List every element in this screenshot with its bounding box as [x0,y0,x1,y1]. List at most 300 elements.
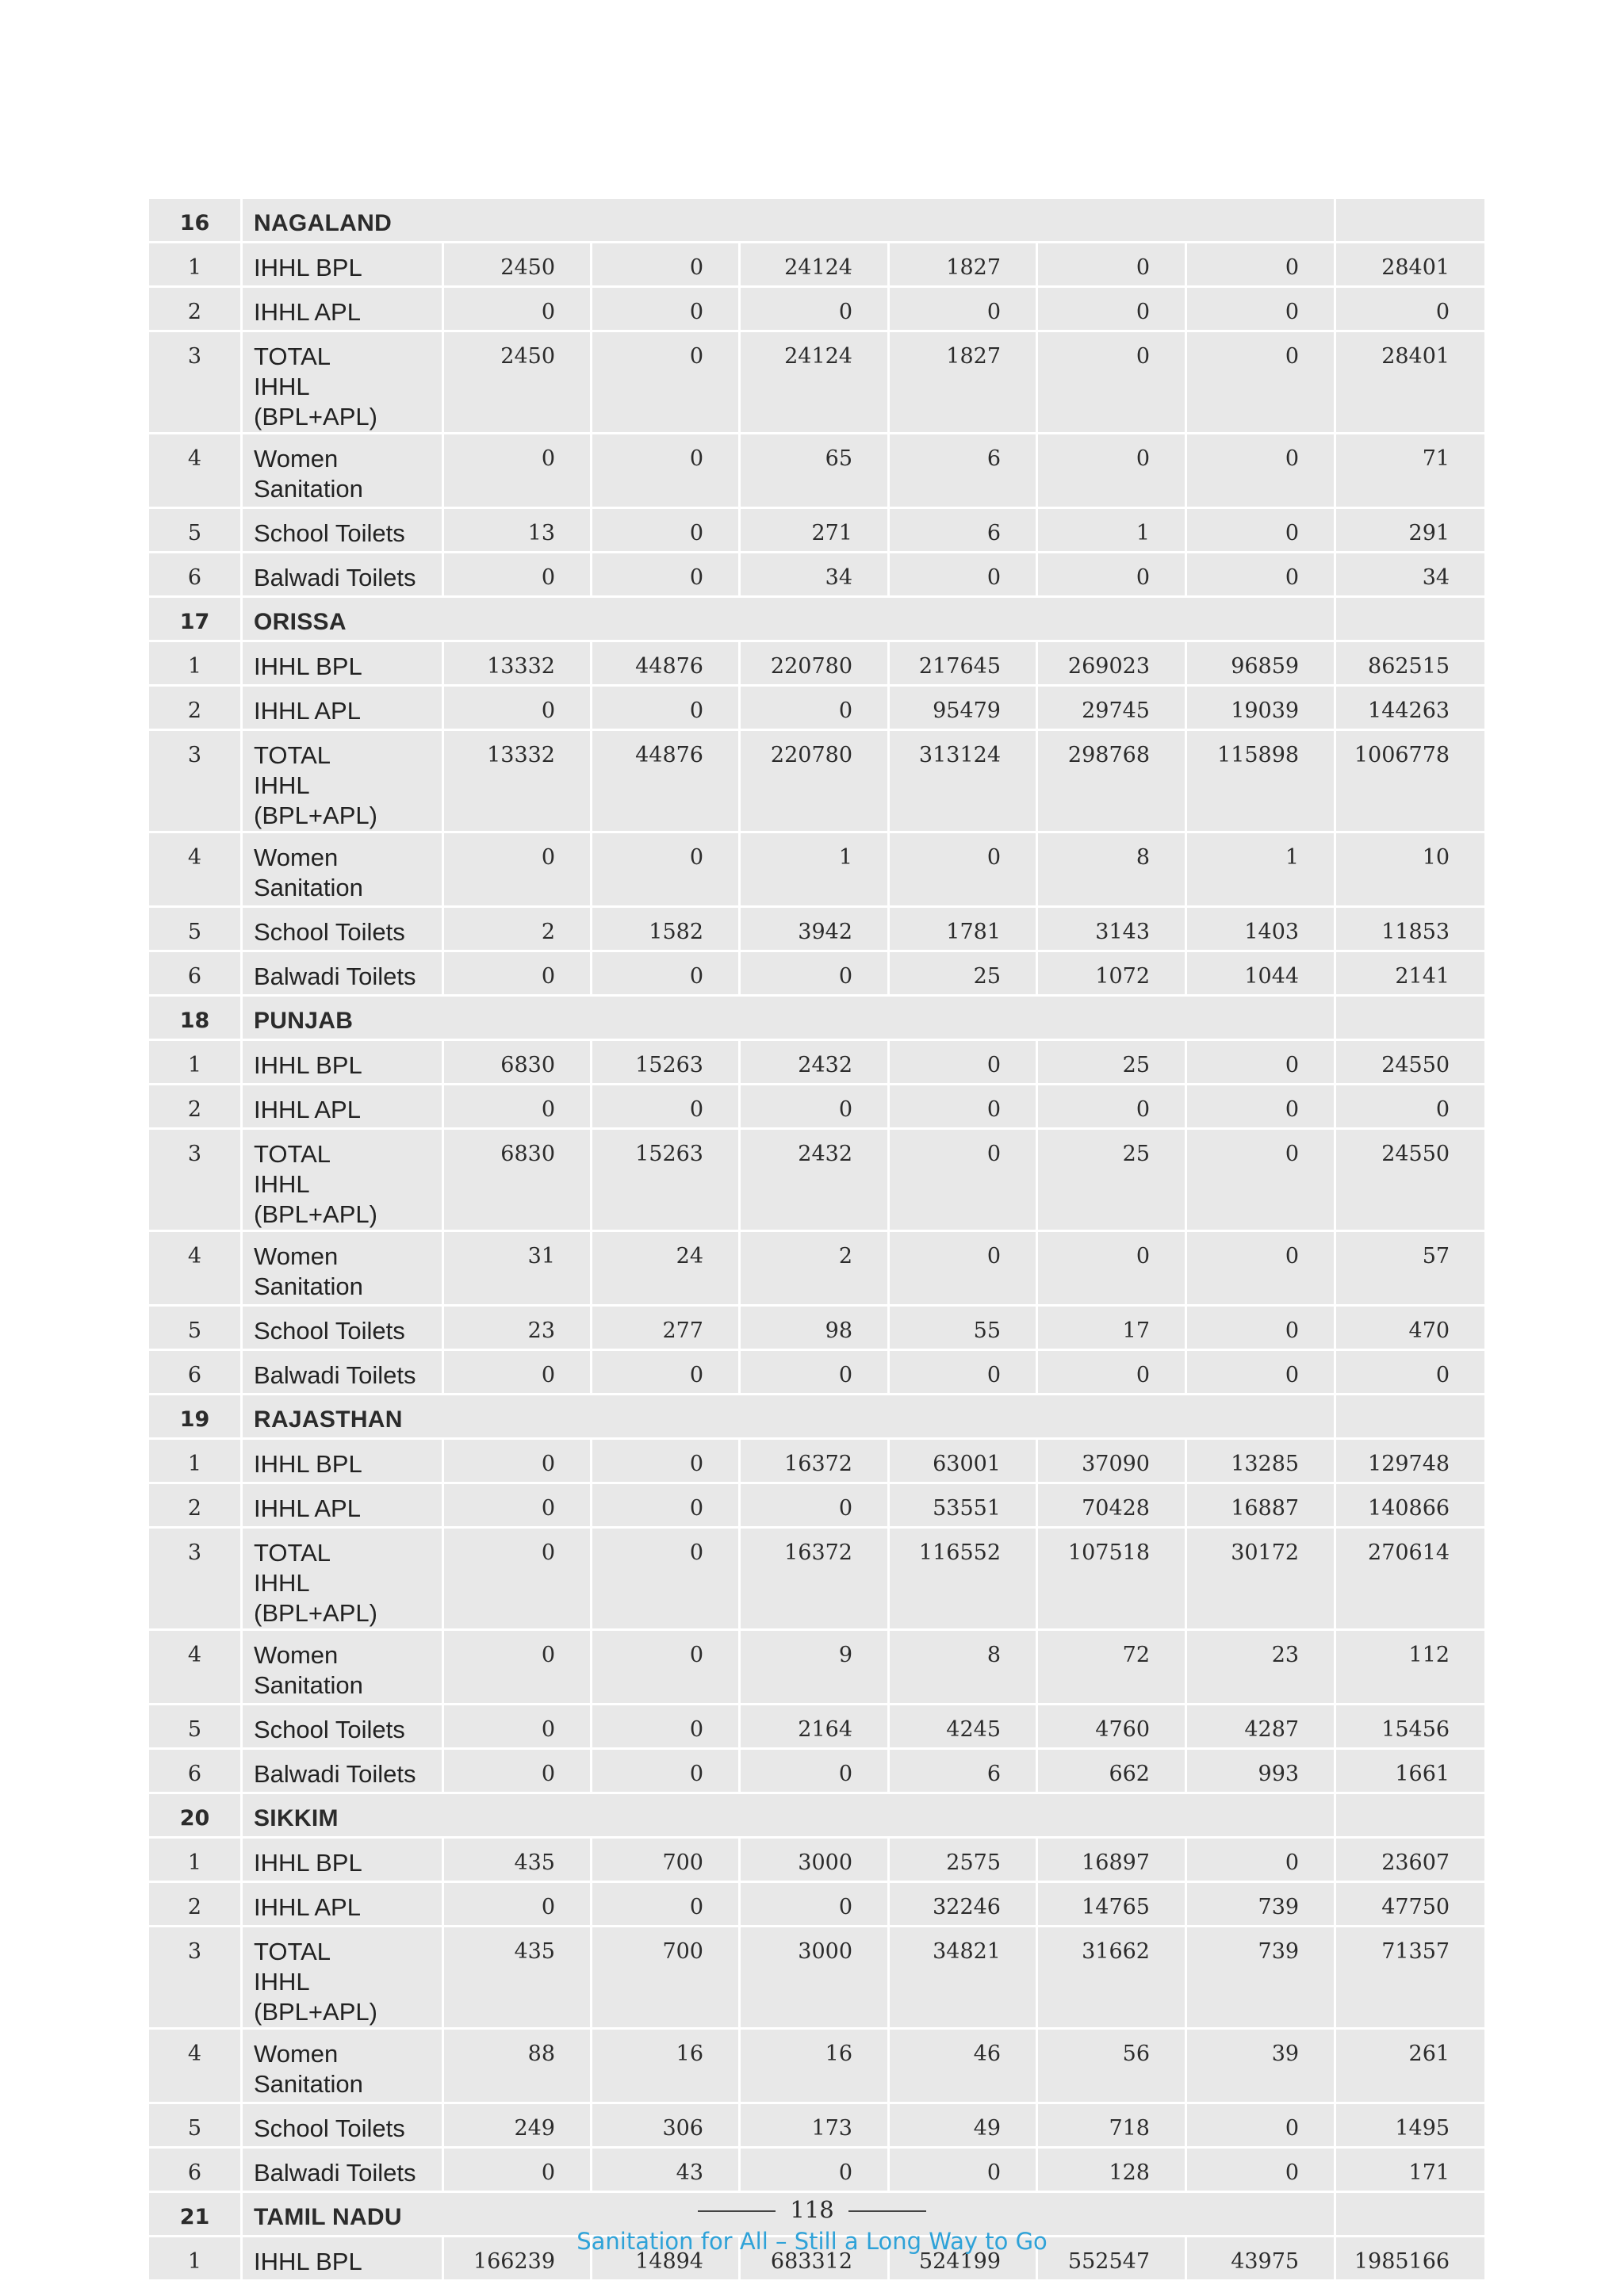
value-cell: 9 [741,1631,890,1705]
row-label-line: IHHL APL [254,1893,361,1921]
row-number: 1 [149,2237,243,2282]
value-cell: 0 [592,1351,741,1395]
row-label-line: School Toilets [254,519,405,547]
value-cell: 71 [1336,434,1484,509]
value-cell: 0 [592,1440,741,1484]
row-label [243,509,444,553]
table-row [149,1307,1484,1351]
value-cell: 0 [1038,243,1187,288]
table-row [149,687,1484,731]
table-row [149,1232,1484,1307]
row-number: 3 [149,1529,243,1631]
value-cell: 3942 [741,908,890,952]
value-cell: 435 [444,1839,592,1883]
value-cell: 1 [1038,509,1187,553]
value-cell: 34821 [890,1927,1038,2030]
value-cell: 0 [890,553,1038,598]
value-cell: 220780 [741,731,890,833]
row-label [243,1130,444,1232]
value-cell: 0 [890,1232,1038,1307]
value-cell: 0 [1038,288,1187,332]
value-cell: 662 [1038,1750,1187,1794]
value-cell: 4245 [890,1705,1038,1750]
value-cell: 249 [444,2104,592,2149]
value-cell: 270614 [1336,1529,1484,1631]
value-cell: 220780 [741,642,890,687]
value-cell: 44876 [592,731,741,833]
row-label [243,1631,444,1705]
value-cell: 0 [741,1484,890,1529]
value-cell: 24550 [1336,1041,1484,1085]
value-cell: 15456 [1336,1705,1484,1750]
table-row [149,509,1484,553]
value-cell: 173 [741,2104,890,2149]
row-label-line: IHHL BPL [254,1450,362,1478]
row-label [243,1883,444,1927]
value-cell: 96859 [1187,642,1336,687]
value-cell: 3000 [741,1839,890,1883]
state-header-row [149,997,1484,1041]
value-cell: 16372 [741,1529,890,1631]
value-cell: 0 [592,332,741,434]
value-cell: 0 [741,2149,890,2193]
table-row [149,1839,1484,1883]
value-cell: 6 [890,434,1038,509]
value-cell: 0 [1187,1351,1336,1395]
value-cell: 0 [1187,553,1336,598]
value-cell: 306 [592,2104,741,2149]
value-cell: 269023 [1038,642,1187,687]
value-cell: 0 [890,1130,1038,1232]
value-cell: 13332 [444,731,592,833]
state-number: 21 [149,2193,243,2237]
value-cell: 2164 [741,1705,890,1750]
value-cell: 0 [1187,434,1336,509]
value-cell: 8 [890,1631,1038,1705]
table-row [149,642,1484,687]
value-cell: 17 [1038,1307,1187,1351]
value-cell: 16887 [1187,1484,1336,1529]
value-cell: 0 [1336,1085,1484,1130]
value-cell: 47750 [1336,1883,1484,1927]
row-label-line: IHHL (BPL+APL) [254,1170,377,1228]
row-label [243,434,444,509]
value-cell: 72 [1038,1631,1187,1705]
row-label-line: IHHL (BPL+APL) [254,373,377,430]
row-label [243,952,444,997]
value-cell: 0 [1038,1085,1187,1130]
row-label [243,243,444,288]
row-label-line: IHHL APL [254,1096,361,1123]
row-number: 1 [149,1041,243,1085]
value-cell: 0 [444,1750,592,1794]
value-cell: 0 [1187,288,1336,332]
row-number: 4 [149,1232,243,1307]
row-label-line: TOTAL [254,741,331,769]
row-label-line: Balwadi Toilets [254,1760,416,1788]
row-label-line: School Toilets [254,918,405,946]
value-cell: 0 [444,952,592,997]
value-cell: 277 [592,1307,741,1351]
row-number: 3 [149,1927,243,2030]
state-header-blank-cell [1336,199,1484,243]
row-label-line: IHHL BPL [254,1849,362,1877]
value-cell: 13332 [444,642,592,687]
value-cell: 700 [592,1839,741,1883]
value-cell: 4760 [1038,1705,1187,1750]
value-cell: 14894 [592,2237,741,2282]
value-cell: 116552 [890,1529,1038,1631]
value-cell: 24550 [1336,1130,1484,1232]
value-cell: 3143 [1038,908,1187,952]
value-cell: 1495 [1336,2104,1484,2149]
value-cell: 2575 [890,1839,1038,1883]
page-number-line [0,2196,1624,2223]
value-cell: 25 [1038,1130,1187,1232]
value-cell: 0 [1187,1041,1336,1085]
row-label-line: Sanitation [254,2070,363,2098]
value-cell: 0 [1187,332,1336,434]
value-cell: 95479 [890,687,1038,731]
value-cell: 37090 [1038,1440,1187,1484]
row-label-line: IHHL APL [254,1494,361,1522]
value-cell: 46 [890,2030,1038,2104]
value-cell: 0 [890,2149,1038,2193]
value-cell: 15263 [592,1041,741,1085]
row-label [243,731,444,833]
value-cell: 24124 [741,332,890,434]
value-cell: 0 [592,952,741,997]
row-label [243,687,444,731]
value-cell: 16 [741,2030,890,2104]
value-cell: 0 [592,833,741,908]
row-number: 6 [149,553,243,598]
value-cell: 0 [444,1440,592,1484]
table-row [149,1130,1484,1232]
value-cell: 0 [741,288,890,332]
value-cell: 718 [1038,2104,1187,2149]
state-name: ORISSA [243,598,1336,642]
value-cell: 16372 [741,1440,890,1484]
state-header-blank-cell [1336,1794,1484,1839]
value-cell: 0 [444,2149,592,2193]
value-cell: 0 [444,434,592,509]
value-cell: 0 [444,553,592,598]
value-cell: 1985166 [1336,2237,1484,2282]
row-label-line: IHHL BPL [254,254,362,281]
table-row [149,908,1484,952]
value-cell: 28401 [1336,332,1484,434]
value-cell: 23 [444,1307,592,1351]
value-cell: 0 [741,952,890,997]
value-cell: 8 [1038,833,1187,908]
row-number: 6 [149,952,243,997]
value-cell: 0 [592,1631,741,1705]
value-cell: 71357 [1336,1927,1484,2030]
value-cell: 1 [741,833,890,908]
value-cell: 43975 [1187,2237,1336,2282]
page-number: 118 [790,2196,834,2223]
value-cell: 0 [1187,2104,1336,2149]
value-cell: 524199 [890,2237,1038,2282]
value-cell: 44876 [592,642,741,687]
row-label [243,2104,444,2149]
value-cell: 0 [1187,2149,1336,2193]
value-cell: 57 [1336,1232,1484,1307]
value-cell: 0 [1187,1307,1336,1351]
value-cell: 435 [444,1927,592,2030]
table-row [149,1529,1484,1631]
table-row [149,1927,1484,2030]
value-cell: 0 [1038,434,1187,509]
value-cell: 0 [444,833,592,908]
table-row [149,288,1484,332]
value-cell: 34 [1336,553,1484,598]
state-header-blank-cell [1336,1395,1484,1440]
value-cell: 4287 [1187,1705,1336,1750]
row-label [243,288,444,332]
value-cell: 2450 [444,332,592,434]
value-cell: 1661 [1336,1750,1484,1794]
value-cell: 31 [444,1232,592,1307]
value-cell: 0 [1187,1130,1336,1232]
value-cell: 16 [592,2030,741,2104]
table-row [149,2149,1484,2193]
row-number: 6 [149,1351,243,1395]
value-cell: 0 [592,1484,741,1529]
value-cell: 6830 [444,1041,592,1085]
value-cell: 470 [1336,1307,1484,1351]
value-cell: 0 [1187,1232,1336,1307]
value-cell: 0 [592,288,741,332]
state-name: TAMIL NADU [243,2193,1336,2237]
row-label-line: Sanitation [254,1272,363,1300]
value-cell: 129748 [1336,1440,1484,1484]
state-header-row [149,598,1484,642]
state-header-row [149,1395,1484,1440]
value-cell: 31662 [1038,1927,1187,2030]
value-cell: 0 [1187,509,1336,553]
value-cell: 2450 [444,243,592,288]
value-cell: 0 [592,553,741,598]
row-number: 3 [149,731,243,833]
value-cell: 1827 [890,332,1038,434]
value-cell: 0 [592,434,741,509]
row-label-line: Women [254,445,339,473]
value-cell: 10 [1336,833,1484,908]
row-label-line: IHHL APL [254,697,361,725]
state-name: RAJASTHAN [243,1395,1336,1440]
row-label [243,2030,444,2104]
value-cell: 6 [890,1750,1038,1794]
row-number: 3 [149,332,243,434]
value-cell: 2 [741,1232,890,1307]
state-header-row [149,1794,1484,1839]
state-header-blank-cell [1336,598,1484,642]
value-cell: 171 [1336,2149,1484,2193]
row-label-line: TOTAL [254,1938,331,1965]
value-cell: 34 [741,553,890,598]
row-number: 5 [149,2104,243,2149]
table-row [149,1484,1484,1529]
row-label [243,1484,444,1529]
row-label-line: Balwadi Toilets [254,2159,416,2187]
row-number: 4 [149,434,243,509]
value-cell: 298768 [1038,731,1187,833]
value-cell: 112 [1336,1631,1484,1705]
value-cell: 140866 [1336,1484,1484,1529]
row-label-line: IHHL BPL [254,2248,362,2275]
row-number: 5 [149,1307,243,1351]
value-cell: 0 [890,1085,1038,1130]
row-number: 2 [149,687,243,731]
value-cell: 0 [1038,1232,1187,1307]
value-cell: 0 [444,1705,592,1750]
value-cell: 0 [444,1351,592,1395]
row-number: 1 [149,1440,243,1484]
state-sanitation-table [149,199,1484,2282]
row-label [243,1085,444,1130]
value-cell: 13285 [1187,1440,1336,1484]
value-cell: 0 [444,288,592,332]
value-cell: 0 [592,687,741,731]
row-label-line: TOTAL [254,1539,331,1567]
row-label-line: IHHL (BPL+APL) [254,771,377,829]
table-row [149,1440,1484,1484]
value-cell: 15263 [592,1130,741,1232]
row-number: 5 [149,509,243,553]
state-number: 18 [149,997,243,1041]
value-cell: 313124 [890,731,1038,833]
value-cell: 1582 [592,908,741,952]
row-label [243,1927,444,2030]
table-row [149,1750,1484,1794]
value-cell: 1781 [890,908,1038,952]
value-cell: 0 [444,687,592,731]
row-label [243,1440,444,1484]
row-number: 1 [149,243,243,288]
value-cell: 0 [1336,1351,1484,1395]
value-cell: 49 [890,2104,1038,2149]
value-cell: 261 [1336,2030,1484,2104]
value-cell: 2432 [741,1041,890,1085]
value-cell: 0 [1187,243,1336,288]
value-cell: 28401 [1336,243,1484,288]
table-row [149,1705,1484,1750]
row-label [243,1839,444,1883]
value-cell: 0 [592,1750,741,1794]
state-name: PUNJAB [243,997,1336,1041]
state-name: SIKKIM [243,1794,1336,1839]
row-label [243,642,444,687]
row-label-line: Women [254,844,339,871]
value-cell: 683312 [741,2237,890,2282]
row-label-line: IHHL (BPL+APL) [254,1968,377,2026]
row-label [243,1351,444,1395]
row-number: 4 [149,1631,243,1705]
value-cell: 0 [1038,1351,1187,1395]
table-row [149,553,1484,598]
value-cell: 739 [1187,1883,1336,1927]
row-label-line: IHHL BPL [254,652,362,680]
state-header-row [149,199,1484,243]
row-label-line: School Toilets [254,1716,405,1743]
row-number: 2 [149,1484,243,1529]
value-cell: 16897 [1038,1839,1187,1883]
value-cell: 56 [1038,2030,1187,2104]
row-number: 4 [149,2030,243,2104]
value-cell: 0 [890,1041,1038,1085]
value-cell: 0 [1187,1085,1336,1130]
row-number: 3 [149,1130,243,1232]
value-cell: 55 [890,1307,1038,1351]
value-cell: 0 [1187,1839,1336,1883]
row-label-line: School Toilets [254,2114,405,2142]
value-cell: 0 [592,243,741,288]
value-cell: 0 [444,1631,592,1705]
value-cell: 23 [1187,1631,1336,1705]
value-cell: 1006778 [1336,731,1484,833]
row-number: 2 [149,288,243,332]
value-cell: 32246 [890,1883,1038,1927]
value-cell: 700 [592,1927,741,2030]
value-cell: 19039 [1187,687,1336,731]
row-label [243,332,444,434]
row-label [243,553,444,598]
row-label-line: Women [254,2040,339,2068]
row-label-line: Sanitation [254,874,363,901]
row-label-line: Women [254,1641,339,1669]
value-cell: 552547 [1038,2237,1187,2282]
row-label-line: Balwadi Toilets [254,564,416,591]
value-cell: 13 [444,509,592,553]
table-row [149,243,1484,288]
value-cell: 0 [741,687,890,731]
table-row [149,2030,1484,2104]
value-cell: 63001 [890,1440,1038,1484]
value-cell: 166239 [444,2237,592,2282]
value-cell: 107518 [1038,1529,1187,1631]
table-row [149,1041,1484,1085]
value-cell: 862515 [1336,642,1484,687]
value-cell: 739 [1187,1927,1336,2030]
row-number: 5 [149,1705,243,1750]
value-cell: 0 [444,1883,592,1927]
value-cell: 6830 [444,1130,592,1232]
value-cell: 993 [1187,1750,1336,1794]
row-label-line: IHHL (BPL+APL) [254,1569,377,1627]
row-number: 1 [149,642,243,687]
table-row [149,952,1484,997]
footer-rule-right [848,2210,926,2212]
row-label [243,2149,444,2193]
table-row [149,1351,1484,1395]
table-row [149,332,1484,434]
row-label-line: School Toilets [254,1317,405,1345]
row-number: 6 [149,1750,243,1794]
value-cell: 0 [1038,553,1187,598]
value-cell: 11853 [1336,908,1484,952]
row-label-line: Women [254,1242,339,1270]
row-label [243,1750,444,1794]
state-name: NAGALAND [243,199,1336,243]
value-cell: 0 [444,1529,592,1631]
value-cell: 0 [890,288,1038,332]
value-cell: 271 [741,509,890,553]
state-number: 19 [149,1395,243,1440]
row-number: 2 [149,1085,243,1130]
table-row [149,1631,1484,1705]
